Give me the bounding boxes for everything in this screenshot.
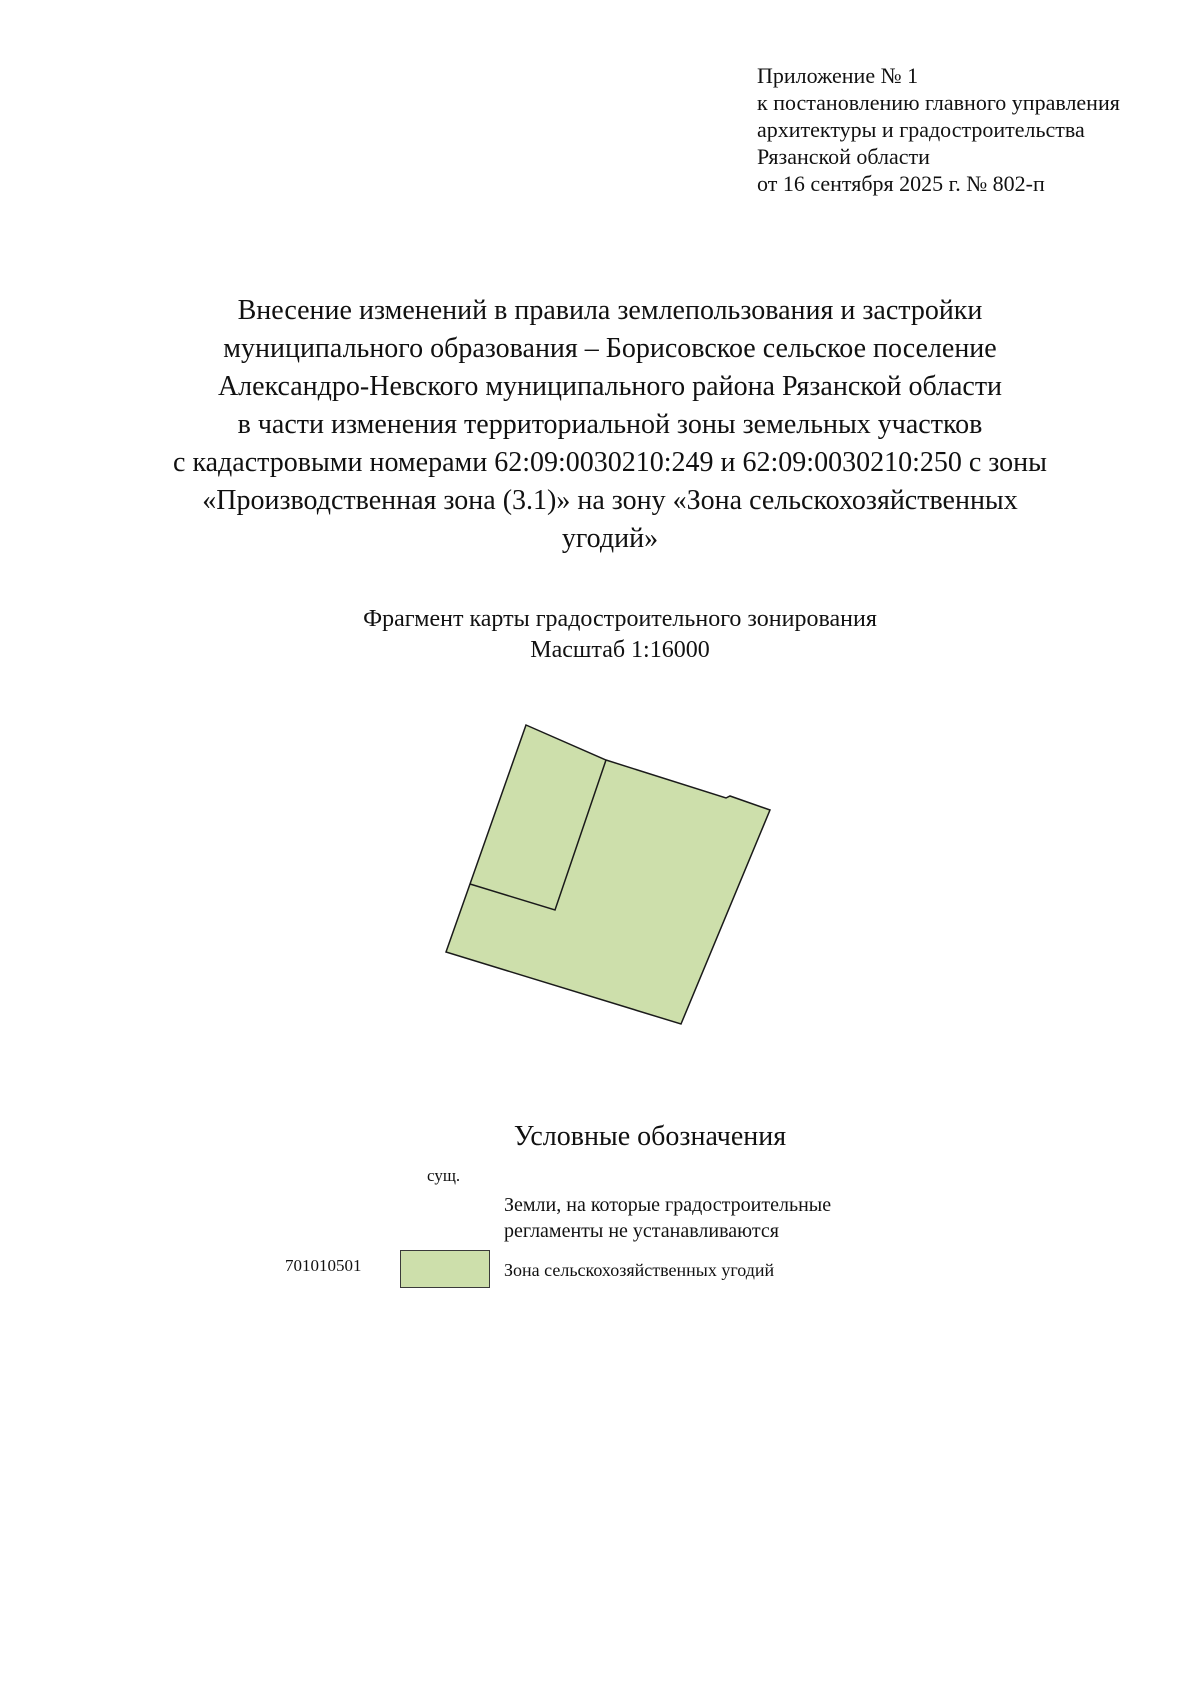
legend-zone-code: 701010501 (285, 1256, 362, 1275)
appendix-line: Рязанской области (757, 144, 930, 169)
appendix-line: архитектуры и градостроительства (757, 117, 1085, 142)
title-line: в части изменения территориальной зоны земельных участков (237, 409, 983, 440)
title-line: «Производственная зона (3.1)» на зону «Зона сельскохозяйственных (202, 485, 1018, 516)
appendix-line: от 16 сентября 2025 г. № 802-п (757, 171, 1045, 196)
map-name: Фрагмент карты градостроительного зонирования (363, 606, 877, 632)
legend-code-existing: сущ. (427, 1166, 461, 1185)
legend-description-agricultural: Зона сельскохозяйственных угодий (504, 1260, 775, 1280)
title-line: Внесение изменений в правила землепользования и застройки (237, 295, 983, 326)
title-line: муниципального образования – Борисовское сельское поселение (223, 333, 997, 364)
legend-description-line: Земли, на которые градостроительные (504, 1194, 832, 1216)
legend-description-unregulated (504, 1192, 924, 1244)
legend-description-line: регламенты не устанавливаются (504, 1220, 779, 1242)
land-parcel-outline (446, 725, 770, 1024)
map-subtitle (200, 604, 1040, 666)
title-line: угодий» (561, 523, 659, 554)
title-line: с кадастровыми номерами 62:09:0030210:249 и 62:09:0030210:250 с зоны (173, 447, 1047, 478)
appendix-block (757, 62, 1177, 197)
map-scale: Масштаб 1:16000 (530, 637, 710, 663)
document-title (60, 292, 1160, 558)
zoning-map-fragment (430, 715, 780, 1035)
legend-title: Условные обозначения (513, 1121, 787, 1152)
appendix-line: к постановлению главного управления (757, 90, 1120, 115)
legend-color-swatch (400, 1250, 490, 1288)
title-line: Александро-Невского муниципального района Рязанской области (217, 371, 1003, 402)
appendix-line: Приложение № 1 (757, 63, 919, 88)
